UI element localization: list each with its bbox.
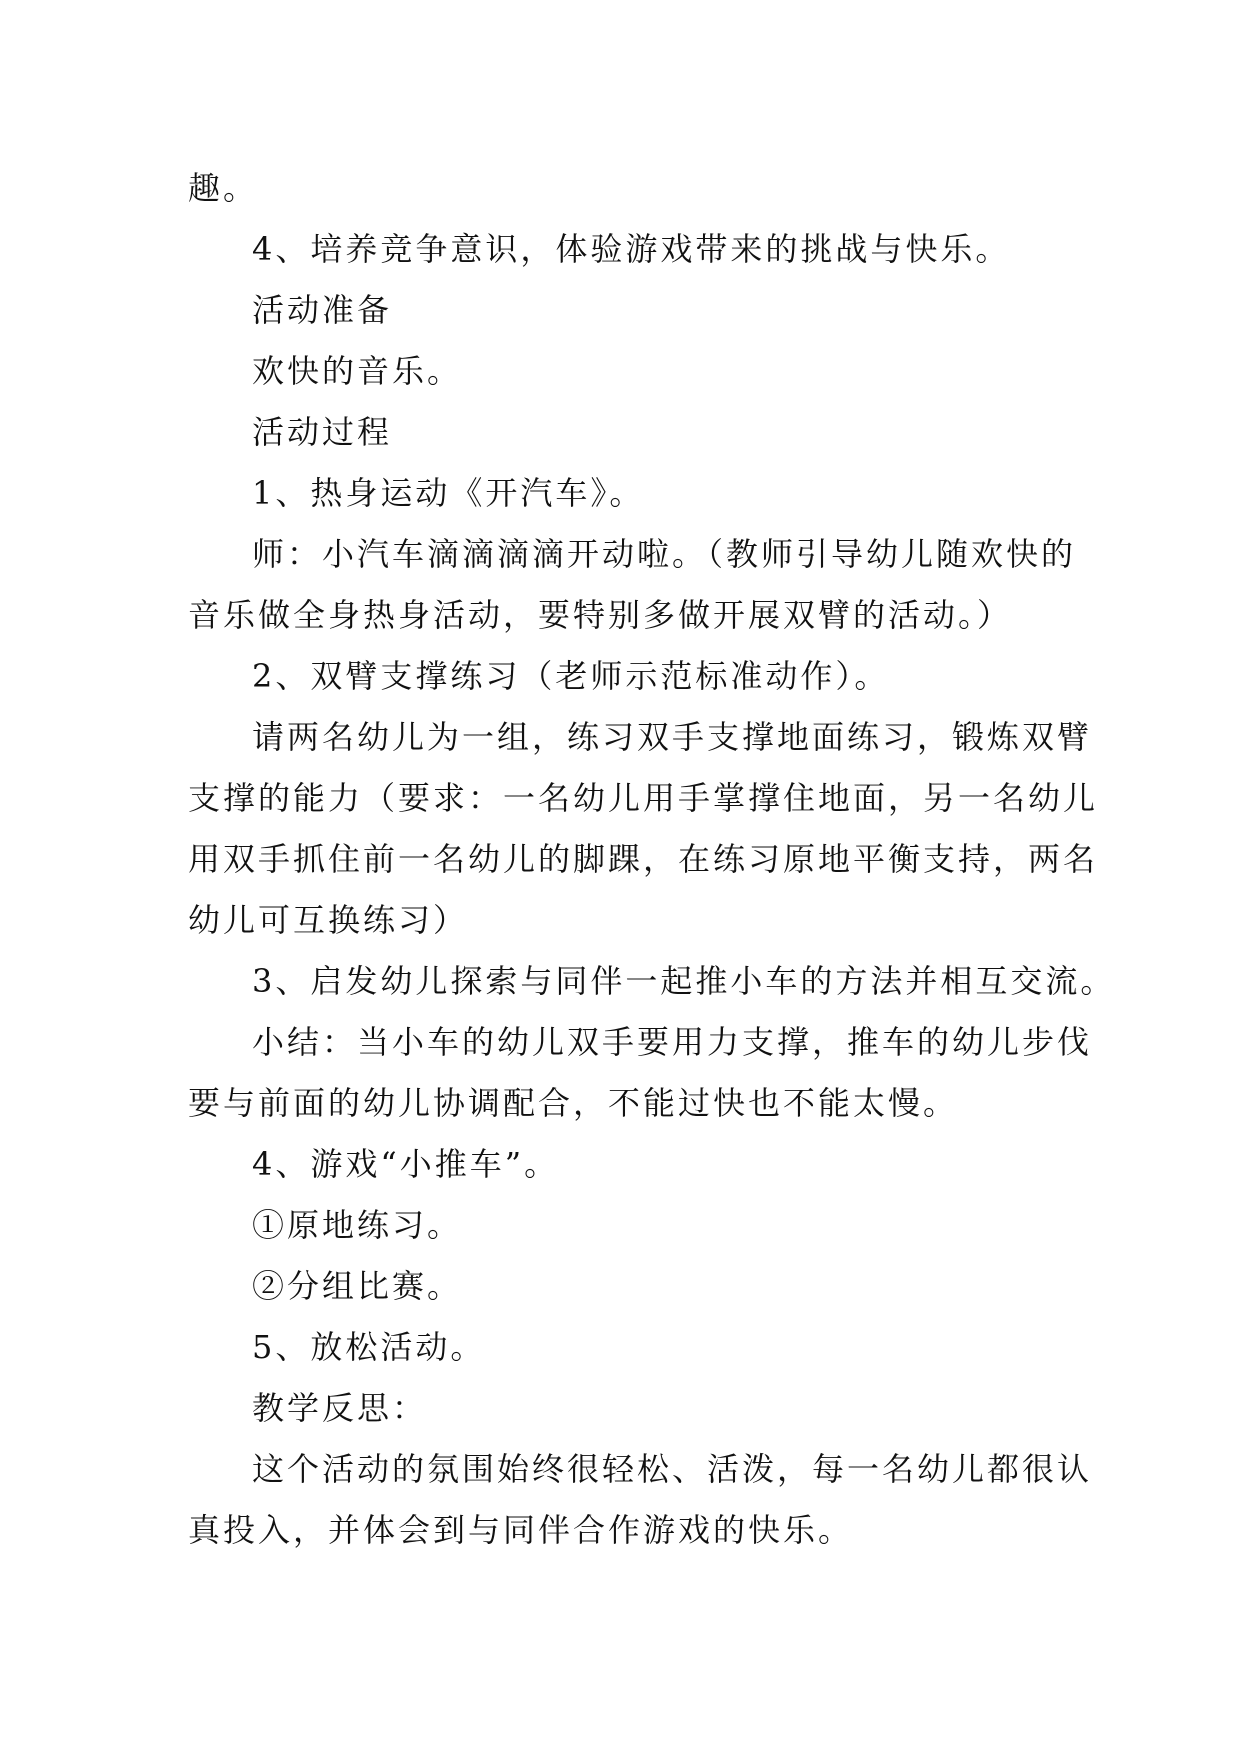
paragraph-line: 要与前面的幼儿协调配合，不能过快也不能太慢。 [188,1084,959,1122]
sub-step-1-line: ①原地练习。 [252,1206,463,1244]
sub-step-2-line: ②分组比赛。 [252,1267,463,1305]
paragraph-line: 真投入，并体会到与同伴合作游戏的快乐。 [188,1511,854,1549]
paragraph-line: 支撑的能力（要求：一名幼儿用手掌撑住地面，另一名幼儿 [188,779,1099,817]
section-heading-preparation: 活动准备 [252,291,393,329]
paragraph-line: 请两名幼儿为一组，练习双手支撑地面练习，锻炼双臂 [252,718,1093,756]
step-3-line: 3、启发幼儿探索与同伴一起推小车的方法并相互交流。 [252,962,1116,1000]
paragraph-line: 师：小汽车滴滴滴滴开动啦。（教师引导幼儿随欢快的 [252,535,1077,573]
section-heading-reflection: 教学反思： [252,1389,428,1427]
paragraph-line: 趣。 [188,169,259,207]
step-1-line: 1、热身运动《开汽车》。 [252,474,645,512]
step-2-line: 2、双臂支撑练习（老师示范标准动作）。 [252,657,890,695]
paragraph-line: 用双手抓住前一名幼儿的脚踝，在练习原地平衡支持，两名 [188,840,1099,878]
section-heading-process: 活动过程 [252,413,393,451]
paragraph-line: 这个活动的氛围始终很轻松、活泼，每一名幼儿都很认 [252,1450,1093,1488]
paragraph-line: 欢快的音乐。 [252,352,463,390]
paragraph-line: 音乐做全身热身活动，要特别多做开展双臂的活动。） [188,596,1013,634]
paragraph-line: 幼儿可互换练习） [188,901,469,939]
paragraph-line: 小结：当小车的幼儿双手要用力支撑，推车的幼儿步伐 [252,1023,1093,1061]
step-5-line: 5、放松活动。 [252,1328,486,1366]
document-body [188,158,1116,1561]
step-4-line: 4、游戏“小推车”。 [252,1145,560,1183]
objective-4-line: 4、培养竞争意识，体验游戏带来的挑战与快乐。 [252,230,1011,268]
